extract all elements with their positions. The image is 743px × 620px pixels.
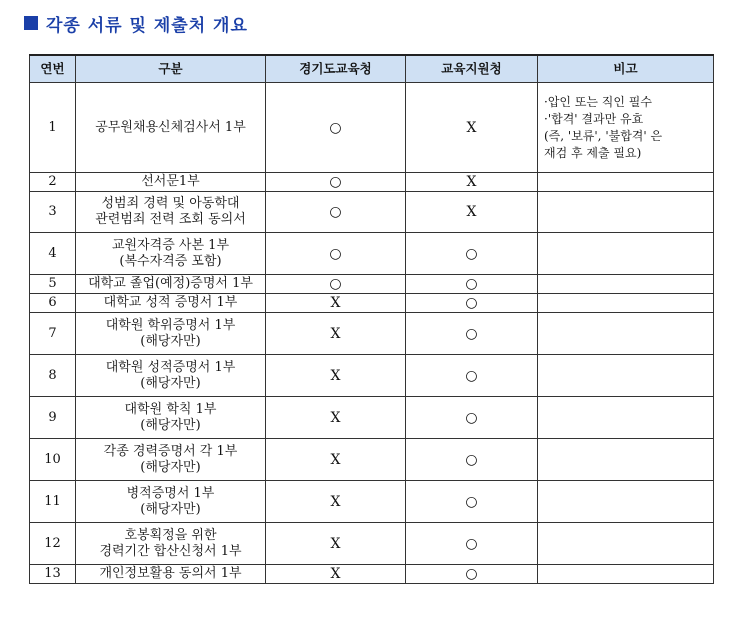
row-number: 9 [30, 397, 76, 439]
gyeonggi-mark: X [266, 313, 406, 355]
note-cell [538, 294, 714, 313]
table-row [30, 192, 714, 233]
district-mark: ○ [406, 481, 538, 523]
note-cell [538, 397, 714, 439]
row-number: 7 [30, 313, 76, 355]
row-number: 5 [30, 275, 76, 294]
row-number: 13 [30, 565, 76, 584]
note-cell [538, 481, 714, 523]
gyeonggi-mark: ○ [266, 83, 406, 173]
note-cell [538, 439, 714, 481]
document-name: 개인정보활용 동의서 1부 [76, 565, 266, 584]
district-mark: ○ [406, 294, 538, 313]
table-row [30, 439, 714, 481]
row-number: 3 [30, 192, 76, 233]
note-cell [538, 523, 714, 565]
row-number: 10 [30, 439, 76, 481]
gyeonggi-mark: X [266, 355, 406, 397]
row-number: 12 [30, 523, 76, 565]
gyeonggi-mark: ○ [266, 233, 406, 275]
district-mark: X [406, 173, 538, 192]
row-number: 1 [30, 83, 76, 173]
table-row [30, 313, 714, 355]
row-number: 4 [30, 233, 76, 275]
document-name: 성범죄 경력 및 아동학대 관련범죄 전력 조회 동의서 [76, 192, 266, 233]
document-name: 각종 경력증명서 각 1부 (해당자만) [76, 439, 266, 481]
district-mark: ○ [406, 275, 538, 294]
gyeonggi-mark: ○ [266, 173, 406, 192]
district-mark: ○ [406, 397, 538, 439]
note-cell [538, 565, 714, 584]
note-cell: ·압인 또는 직인 필수 ·'합격' 결과만 유효 (즉, '보류', '불합격' 은 재검 후 제출 필요) [538, 83, 714, 173]
section-title-text: 각종 서류 및 제출처 개요 [46, 15, 248, 36]
row-number: 11 [30, 481, 76, 523]
document-name: 대학원 학위증명서 1부 (해당자만) [76, 313, 266, 355]
gyeonggi-mark: ○ [266, 192, 406, 233]
section-title [24, 10, 248, 36]
table-row [30, 565, 714, 584]
square-bullet-icon [24, 16, 38, 30]
note-cell [538, 233, 714, 275]
district-mark: ○ [406, 355, 538, 397]
table-row [30, 523, 714, 565]
table-row [30, 355, 714, 397]
note-cell [538, 275, 714, 294]
header-no: 연번 [30, 55, 76, 83]
gyeonggi-mark: X [266, 523, 406, 565]
district-mark: ○ [406, 439, 538, 481]
district-mark: ○ [406, 565, 538, 584]
document-name: 대학원 성적증명서 1부 (해당자만) [76, 355, 266, 397]
row-number: 2 [30, 173, 76, 192]
document-name: 대학원 학칙 1부 (해당자만) [76, 397, 266, 439]
gyeonggi-mark: X [266, 565, 406, 584]
district-mark: ○ [406, 523, 538, 565]
header-note: 비고 [538, 55, 714, 83]
table-row [30, 481, 714, 523]
note-cell [538, 192, 714, 233]
district-mark: ○ [406, 233, 538, 275]
district-mark: ○ [406, 313, 538, 355]
document-name: 대학교 졸업(예정)증명서 1부 [76, 275, 266, 294]
header-category: 구분 [76, 55, 266, 83]
header-district-office: 교육지원청 [406, 55, 538, 83]
gyeonggi-mark: ○ [266, 275, 406, 294]
document-name: 공무원채용신체검사서 1부 [76, 83, 266, 173]
gyeonggi-mark: X [266, 481, 406, 523]
documents-table [29, 54, 714, 584]
table-row [30, 83, 714, 173]
gyeonggi-mark: X [266, 397, 406, 439]
row-number: 6 [30, 294, 76, 313]
document-name: 선서문1부 [76, 173, 266, 192]
document-name: 호봉획정을 위한 경력기간 합산신청서 1부 [76, 523, 266, 565]
header-gyeonggi-office: 경기도교육청 [266, 55, 406, 83]
table-row [30, 397, 714, 439]
note-cell [538, 355, 714, 397]
document-name: 대학교 성적 증명서 1부 [76, 294, 266, 313]
district-mark: X [406, 192, 538, 233]
table-row [30, 275, 714, 294]
table-row [30, 233, 714, 275]
gyeonggi-mark: X [266, 439, 406, 481]
document-name: 교원자격증 사본 1부 (복수자격증 포함) [76, 233, 266, 275]
district-mark: X [406, 83, 538, 173]
row-number: 8 [30, 355, 76, 397]
table-header-row [30, 55, 714, 83]
note-cell [538, 173, 714, 192]
note-cell [538, 313, 714, 355]
table-row [30, 294, 714, 313]
gyeonggi-mark: X [266, 294, 406, 313]
table-row [30, 173, 714, 192]
document-name: 병적증명서 1부 (해당자만) [76, 481, 266, 523]
